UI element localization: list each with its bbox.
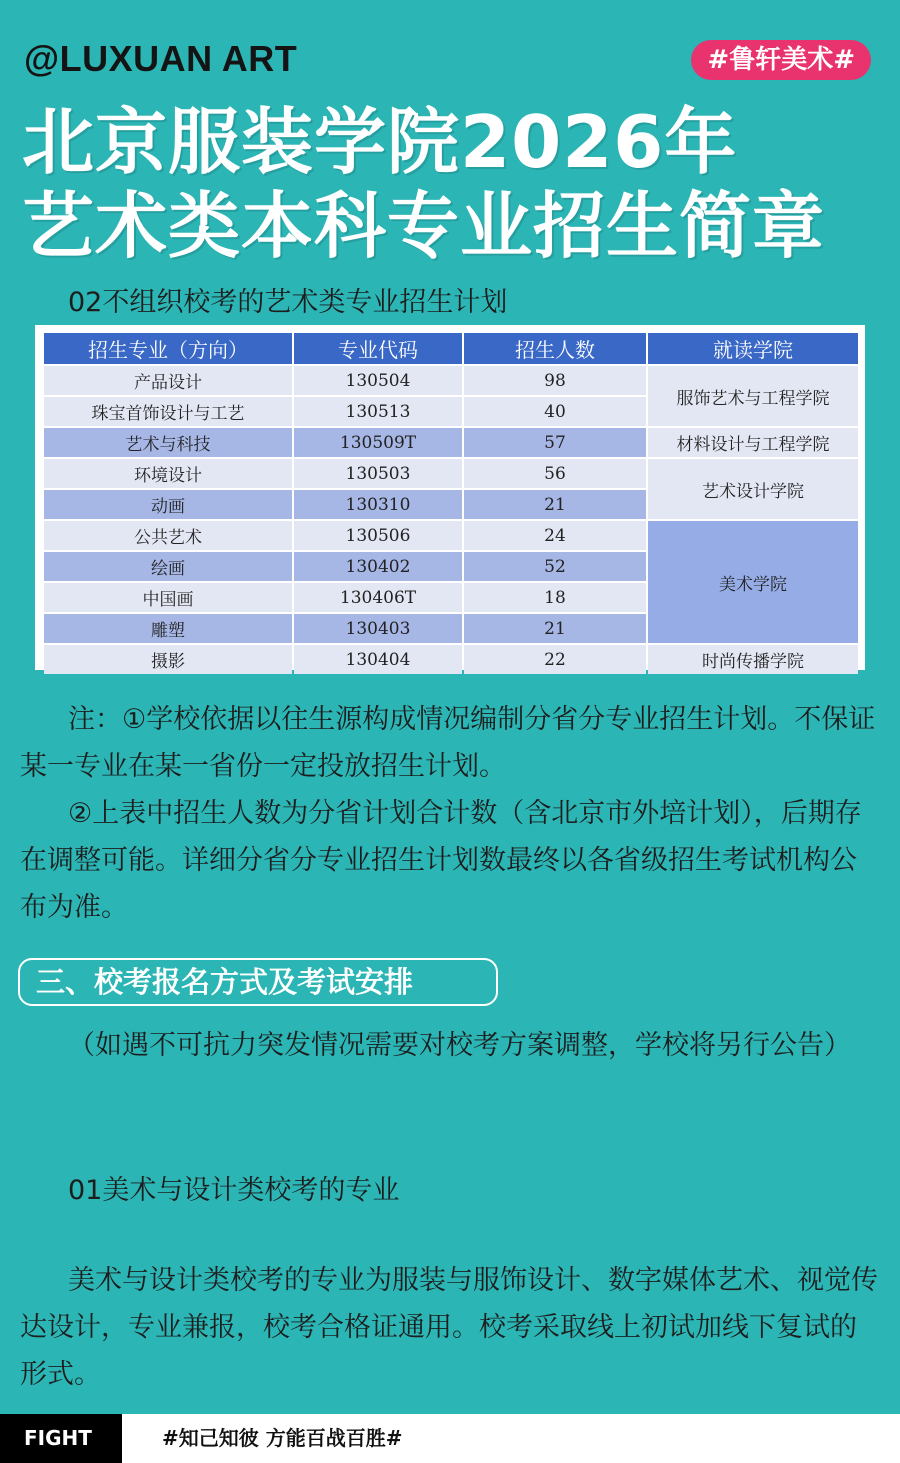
body-paragraph: 美术与设计类校考的专业为服装与服饰设计、数字媒体艺术、视觉传达设计，专业兼报，校考合格证通用。校考采取线上初试加线下复试的形式。	[20, 1265, 878, 1390]
section-3-heading: 三、校考报名方式及考试安排	[18, 958, 498, 1006]
header-code: 专业代码	[294, 333, 462, 364]
cell-code: 130513	[294, 397, 462, 426]
table-header-row	[44, 333, 858, 364]
cell-major: 环境设计	[44, 459, 292, 488]
cell-major: 产品设计	[44, 366, 292, 395]
table-row	[44, 428, 858, 457]
header-major: 招生专业（方向）	[44, 333, 292, 364]
cell-code: 130506	[294, 521, 462, 550]
table-row	[44, 521, 858, 550]
cell-code: 130503	[294, 459, 462, 488]
brand-name: @LUXUAN ART	[24, 38, 298, 79]
section-3-note	[20, 1022, 882, 1069]
cell-college: 艺术设计学院	[648, 459, 858, 519]
table-row	[44, 645, 858, 674]
header-college: 就读学院	[648, 333, 858, 364]
cell-count: 18	[464, 583, 646, 612]
cell-count: 57	[464, 428, 646, 457]
cell-code: 130404	[294, 645, 462, 674]
table-row	[44, 366, 858, 395]
cell-code: 130509T	[294, 428, 462, 457]
cell-code: 130504	[294, 366, 462, 395]
footer-slogan: #知己知彼 方能百战百胜#	[162, 1426, 403, 1450]
adjustment-note: （如遇不可抗力突发情况需要对校考方案调整，学校将另行公告）	[68, 1030, 851, 1061]
plan-heading: 02不组织校考的艺术类专业招生计划	[68, 287, 508, 318]
cell-major: 绘画	[44, 552, 292, 581]
cell-major: 公共艺术	[44, 521, 292, 550]
cell-major: 艺术与科技	[44, 428, 292, 457]
cell-code: 130310	[294, 490, 462, 519]
cell-major: 中国画	[44, 583, 292, 612]
cell-major: 雕塑	[44, 614, 292, 643]
title-line-1: 北京服装学院2026年	[22, 100, 738, 184]
section-3-body	[20, 1257, 882, 1398]
fight-label: FIGHT	[0, 1414, 122, 1463]
cell-count: 22	[464, 645, 646, 674]
cell-code: 130402	[294, 552, 462, 581]
section-3-subheading: 01美术与设计类校考的专业	[68, 1175, 400, 1206]
footer-bar	[0, 1414, 900, 1463]
cell-code: 130403	[294, 614, 462, 643]
cell-college: 服饰艺术与工程学院	[648, 366, 858, 426]
cell-count: 56	[464, 459, 646, 488]
note-2: ②上表中招生人数为分省计划合计数（含北京市外培计划），后期存在调整可能。详细分省分专业招生计划数最终以各省级招生考试机构公布为准。	[20, 798, 862, 923]
table-row	[44, 459, 858, 488]
cell-college: 材料设计与工程学院	[648, 428, 858, 457]
cell-major: 珠宝首饰设计与工艺	[44, 397, 292, 426]
hashtag-badge: #鲁轩美术#	[691, 40, 871, 80]
cell-count: 21	[464, 490, 646, 519]
cell-count: 21	[464, 614, 646, 643]
cell-count: 40	[464, 397, 646, 426]
cell-major: 动画	[44, 490, 292, 519]
cell-count: 24	[464, 521, 646, 550]
note-1: 注：①学校依据以往生源构成情况编制分省分专业招生计划。不保证某一专业在某一省份一定投放招生计划。	[20, 704, 876, 782]
cell-major: 摄影	[44, 645, 292, 674]
table-notes	[20, 696, 882, 931]
page-title	[22, 100, 825, 268]
cell-code: 130406T	[294, 583, 462, 612]
cell-college: 美术学院	[648, 521, 858, 643]
enrollment-table	[35, 325, 865, 670]
title-line-2: 艺术类本科专业招生简章	[22, 184, 826, 268]
cell-count: 98	[464, 366, 646, 395]
cell-college: 时尚传播学院	[648, 645, 858, 674]
header-count: 招生人数	[464, 333, 646, 364]
cell-count: 52	[464, 552, 646, 581]
